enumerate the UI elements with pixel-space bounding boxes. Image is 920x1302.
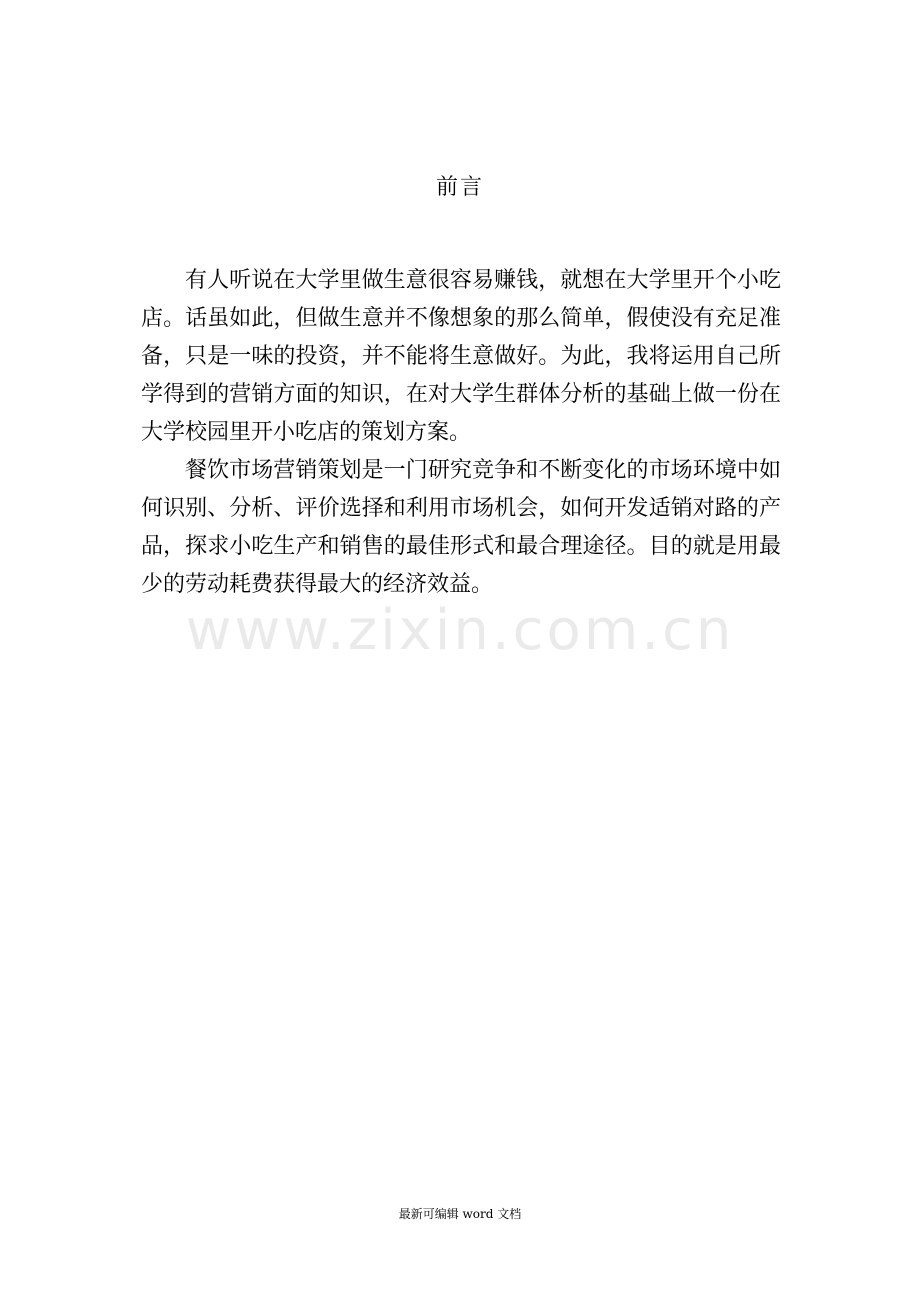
body-text (141, 262, 781, 604)
watermark: www.zixin.com.cn (185, 598, 735, 663)
page-title: 前言 (435, 175, 484, 200)
page-footer: 最新可编辑 word 文档 (398, 1207, 522, 1221)
paragraph-1: 有人听说在大学里做生意很容易赚钱，就想在大学里开个小吃店。话虽如此，但做生意并不像想象的那么简单，假使没有充足准备，只是一味的投资，并不能将生意做好。为此，我将运用自己所学得到的营销方面的知识，在对大学生群体分析的基础上做一份在大学校园里开小吃店的策划方案。 (141, 268, 781, 445)
paragraph-2: 餐饮市场营销策划是一门研究竞争和不断变化的市场环境中如何识别、分析、评价选择和利用市场机会，如何开发适销对路的产品，探求小吃生产和销售的最佳形式和最合理途径。目的就是用最少的劳动耗费获得最大的经济效益。 (141, 458, 781, 597)
